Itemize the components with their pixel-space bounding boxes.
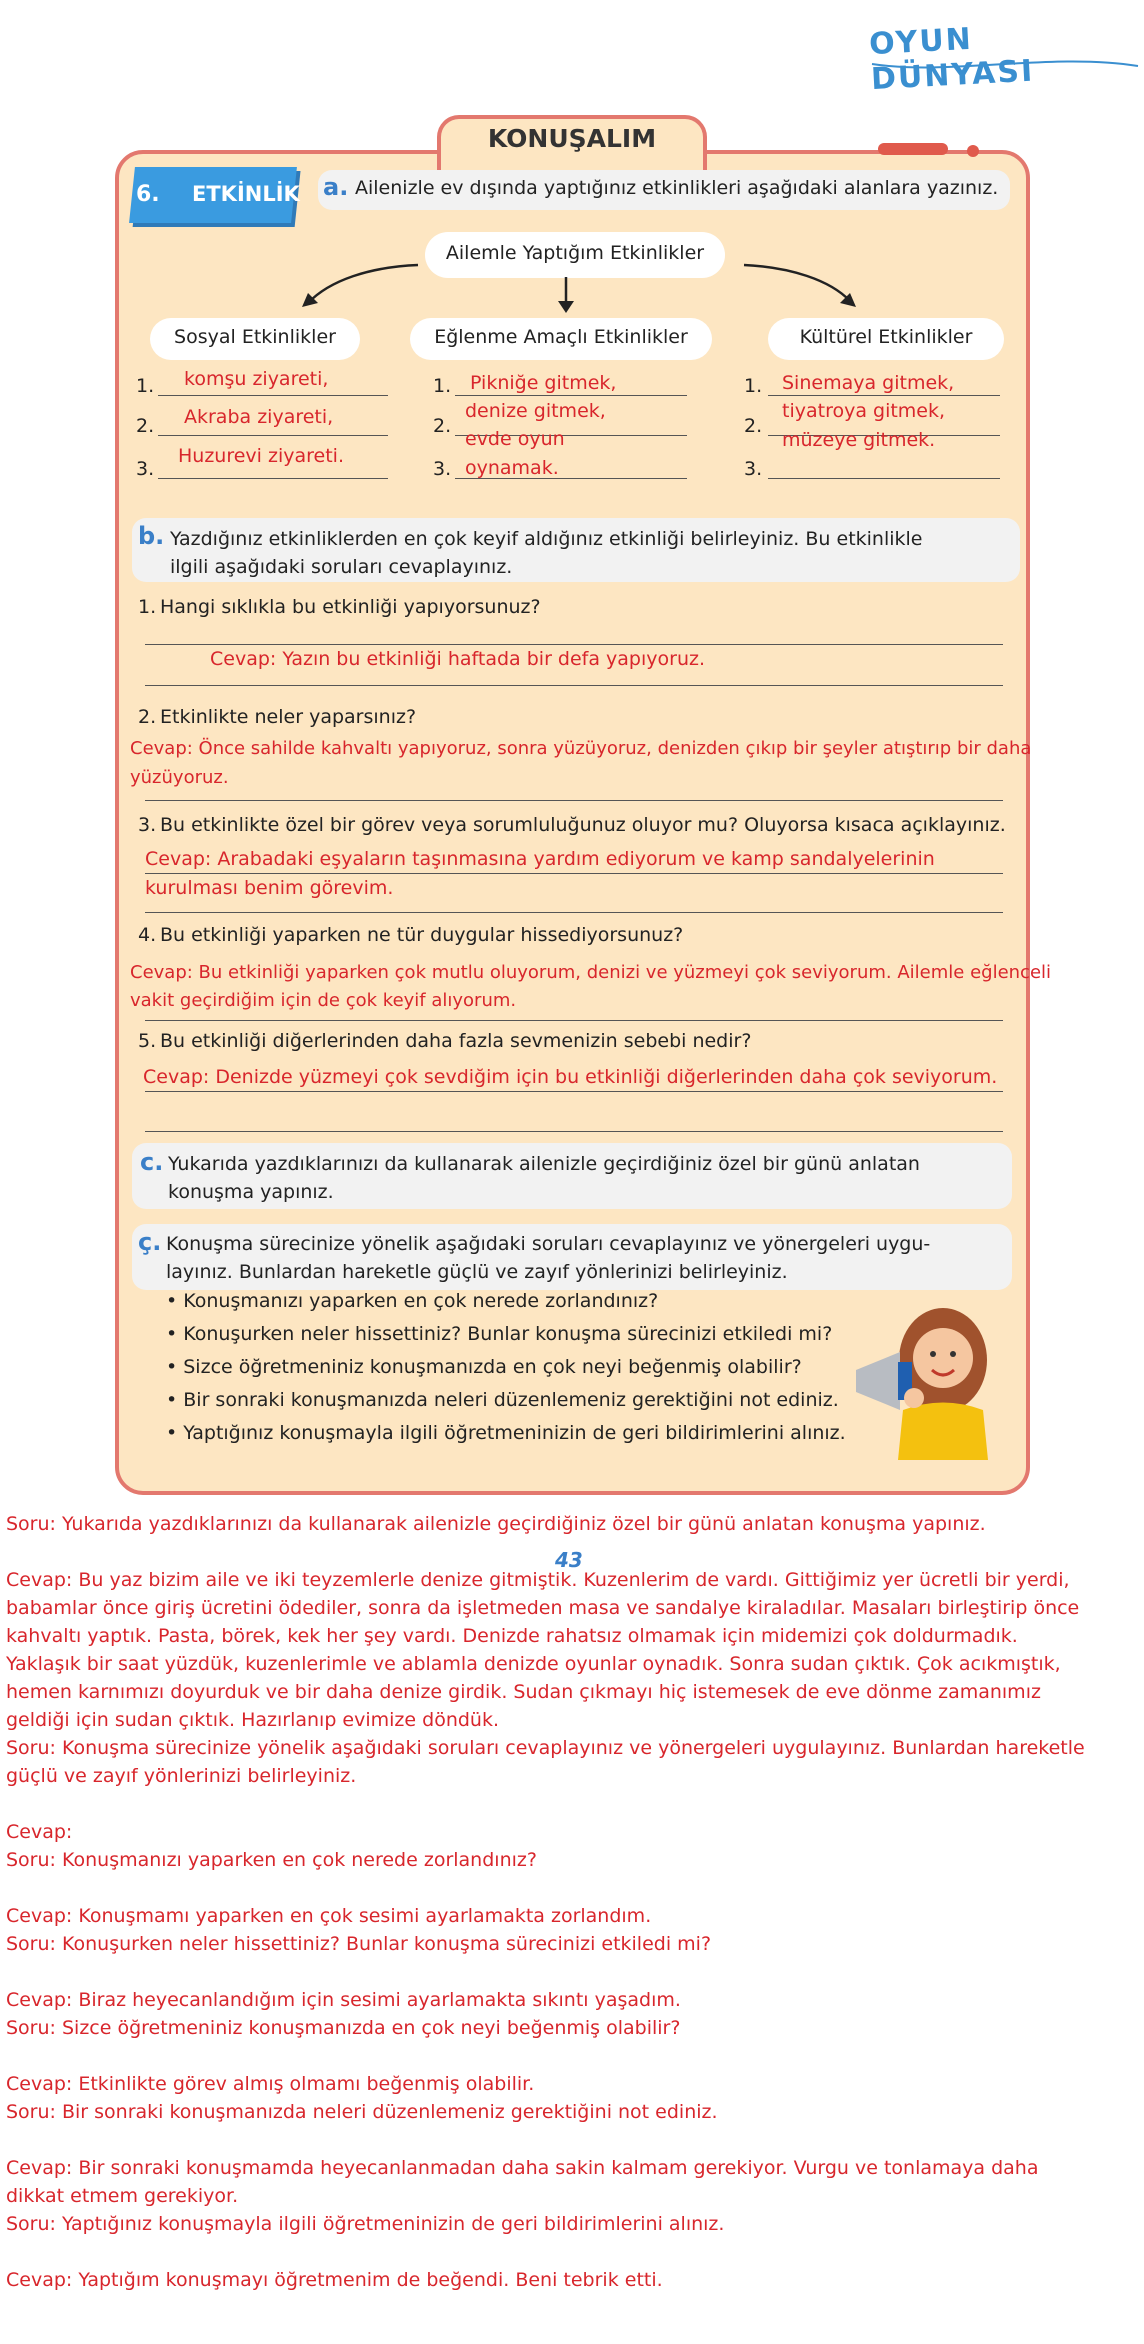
col1-answer-1: komşu ziyareti, xyxy=(184,368,329,390)
question-1-line-1 xyxy=(145,644,1003,645)
col3-answer-2: tiyatroya gitmek, xyxy=(782,400,946,422)
bullet-item-3: • Sizce öğretmeniniz konuşmanızda en çok neyi beğenmiş olabilir? xyxy=(166,1356,802,1378)
bullet-item-1: • Konuşmanızı yaparken en çok nerede zorlandınız? xyxy=(166,1290,659,1312)
question-1-answer: Cevap: Yazın bu etkinliği haftada bir defa yapıyoruz. xyxy=(210,648,706,670)
part-b-instruction-2: ilgili aşağıdaki soruları cevaplayınız. xyxy=(170,556,513,578)
col3-num-2: 2. xyxy=(744,415,763,437)
col1-answer-3: Huzurevi ziyareti. xyxy=(178,445,344,467)
bullet-text-1: Konuşmanızı yaparken en çok nerede zorlandınız? xyxy=(183,1290,659,1312)
bottom-line: Cevap: Konuşmamı yaparken en çok sesimi ayarlamakta zorlandım. xyxy=(6,1905,652,1927)
bottom-line: Soru: Bir sonraki konuşmanızda neleri düzenlemeniz gerektiğini not ediniz. xyxy=(6,2101,718,2123)
girl-megaphone-icon xyxy=(848,1300,998,1460)
question-1-line-2 xyxy=(145,685,1003,686)
bottom-answers xyxy=(6,1510,1136,2294)
question-3-number: 3. xyxy=(138,814,157,836)
question-1-number: 1. xyxy=(138,596,157,618)
question-4-text: Bu etkinliği yaparken ne tür duygular hissediyorsunuz? xyxy=(160,924,684,946)
col2-answer-1: Pikniğe gitmek, xyxy=(470,372,617,394)
bottom-line: Soru: Yukarıda yazdıklarınızı da kullanarak ailenizle geçirdiğiniz özel bir günü anlatan konuşma yapınız. xyxy=(6,1513,986,1535)
part-cc-letter: ç. xyxy=(138,1228,162,1256)
col2-answer-4: oynamak. xyxy=(465,457,559,479)
section-title: KONUŞALIM xyxy=(487,124,657,153)
bullet-item-5: • Yaptığınız konuşmayla ilgili öğretmeninizin de geri bildirimlerini alınız. xyxy=(166,1422,846,1444)
col2-answer-2: denize gitmek, xyxy=(465,400,606,422)
question-2-answer-1: Cevap: Önce sahilde kahvaltı yapıyoruz, sonra yüzüyoruz, denizden çıkıp bir şeyler atıştırıp bir daha xyxy=(130,738,1032,759)
bullet-text-2: Konuşurken neler hissettiniz? Bunlar konuşma sürecinizi etkiledi mi? xyxy=(183,1323,833,1345)
part-cc-line-2: layınız. Bunlardan hareketle güçlü ve zayıf yönlerinizi belirleyiniz. xyxy=(166,1261,788,1283)
bullet-item-2: • Konuşurken neler hissettiniz? Bunlar konuşma sürecinizi etkiledi mi? xyxy=(166,1323,833,1345)
bottom-line: dikkat etmem gerekiyor. xyxy=(6,2185,239,2207)
part-cc-line-1: Konuşma sürecinize yönelik aşağıdaki soruları cevaplayınız ve yönergeleri uygu- xyxy=(166,1233,931,1255)
question-3-line-1 xyxy=(145,873,1003,874)
bullet-text-3: Sizce öğretmeniniz konuşmanızda en çok neyi beğenmiş olabilir? xyxy=(183,1356,802,1378)
col1-line-3 xyxy=(158,478,388,479)
page-number: 43 xyxy=(555,1548,583,1572)
activity-number: 6. xyxy=(136,182,160,207)
col1-num-3: 3. xyxy=(136,458,155,480)
question-4-answer-2: vakit geçirdiğim için de çok keyif alıyorum. xyxy=(130,990,517,1011)
column-title-social: Sosyal Etkinlikler xyxy=(174,326,336,348)
col1-line-2 xyxy=(158,435,388,436)
question-4-number: 4. xyxy=(138,924,157,946)
question-5-line-2 xyxy=(145,1131,1003,1132)
part-b-letter: b. xyxy=(138,522,165,550)
col1-num-1: 1. xyxy=(136,375,155,397)
question-3-text: Bu etkinlikte özel bir görev veya sorumluluğunuz oluyor mu? Oluyorsa kısaca açıklayınız. xyxy=(160,814,1006,836)
pencil-dot-decoration xyxy=(967,145,979,157)
column-title-fun: Eğlenme Amaçlı Etkinlikler xyxy=(434,326,688,348)
col3-num-1: 1. xyxy=(744,375,763,397)
question-5-number: 5. xyxy=(138,1030,157,1052)
part-a-instruction: Ailenizle ev dışında yaptığınız etkinlikleri aşağıdaki alanlara yazınız. xyxy=(355,177,999,199)
bottom-line: Cevap: Bir sonraki konuşmamda heyecanlanmadan daha sakin kalmam gerekiyor. Vurgu ve tonlamaya daha xyxy=(6,2157,1039,2179)
col3-answer-1: Sinemaya gitmek, xyxy=(782,372,955,394)
col2-num-2: 2. xyxy=(433,415,452,437)
bottom-line: güçlü ve zayıf yönlerinizi belirleyiniz. xyxy=(6,1765,357,1787)
bullet-text-5: Yaptığınız konuşmayla ilgili öğretmeninizin de geri bildirimlerini alınız. xyxy=(183,1422,846,1444)
question-3-line-2 xyxy=(145,912,1003,913)
part-c-letter: c. xyxy=(140,1148,164,1176)
col1-num-2: 2. xyxy=(136,415,155,437)
col2-num-1: 1. xyxy=(433,375,452,397)
bottom-line xyxy=(6,2126,1136,2154)
bottom-line: geldiği için sudan çıktık. Hazırlanıp evimize döndük. xyxy=(6,1709,500,1731)
bottom-line xyxy=(6,1538,1136,1566)
question-3-answer-2: kurulması benim görevim. xyxy=(145,877,394,899)
col2-line-1 xyxy=(455,395,687,396)
col2-answer-3: evde oyun xyxy=(465,428,565,450)
bottom-line xyxy=(6,1790,1136,1818)
center-label: Ailemle Yaptığım Etkinlikler xyxy=(445,242,705,264)
question-2-text: Etkinlikte neler yaparsınız? xyxy=(160,706,417,728)
col3-num-3: 3. xyxy=(744,458,763,480)
bottom-line: Cevap: Biraz heyecanlandığım için sesimi ayarlamakta sıkıntı yaşadım. xyxy=(6,1989,681,2011)
bottom-line xyxy=(6,1874,1136,1902)
bottom-line: Soru: Konuşmanızı yaparken en çok nerede zorlandınız? xyxy=(6,1849,537,1871)
brand-title: OYUN DÜNYASI xyxy=(868,21,1036,98)
bottom-line: Soru: Sizce öğretmeniniz konuşmanızda en çok neyi beğenmiş olabilir? xyxy=(6,2017,681,2039)
pencil-decoration xyxy=(878,143,948,155)
bottom-line: Soru: Konuşma sürecinize yönelik aşağıdaki soruları cevaplayınız ve yönergeleri uygulayınız. Bunlardan hareketle xyxy=(6,1737,1085,1759)
bottom-line xyxy=(6,2042,1136,2070)
bottom-line: Soru: Konuşurken neler hissettiniz? Bunlar konuşma sürecinizi etkiledi mi? xyxy=(6,1933,712,1955)
part-c-line-1: Yukarıda yazdıklarınızı da kullanarak ailenizle geçirdiğiniz özel bir günü anlatan xyxy=(168,1153,920,1175)
bottom-line: Cevap: Etkinlikte görev almış olmamı beğenmiş olabilir. xyxy=(6,2073,535,2095)
bottom-line xyxy=(6,1958,1136,1986)
question-5-answer: Cevap: Denizde yüzmeyi çok sevdiğim için bu etkinliği diğerlerinden daha çok seviyorum. xyxy=(143,1066,998,1088)
question-5-line-1 xyxy=(145,1091,1003,1092)
question-4-line xyxy=(145,1020,1003,1021)
arrows-icon xyxy=(290,255,870,315)
question-2-number: 2. xyxy=(138,706,157,728)
activity-label: ETKİNLİK xyxy=(192,182,300,206)
bottom-line: Cevap: xyxy=(6,1821,73,1843)
question-1-text: Hangi sıklıkla bu etkinliği yapıyorsunuz? xyxy=(160,596,541,618)
column-title-cultural: Kültürel Etkinlikler xyxy=(799,326,973,348)
bullet-item-4: • Bir sonraki konuşmanızda neleri düzenlemeniz gerektiğini not ediniz. xyxy=(166,1389,839,1411)
col1-answer-2: Akraba ziyareti, xyxy=(184,406,334,428)
question-2-answer-2: yüzüyoruz. xyxy=(130,767,229,788)
col3-line-3 xyxy=(768,478,1000,479)
col3-answer-3: müzeye gitmek. xyxy=(782,429,936,451)
bottom-line: Cevap: Bu yaz bizim aile ve iki teyzemlerle denize gitmiştik. Kuzenlerim de vardı. Gittiğimiz yer ücretli bir yerdi, xyxy=(6,1569,1070,1591)
col1-line-1 xyxy=(158,395,388,396)
brand-swoosh xyxy=(870,52,1140,76)
question-5-text: Bu etkinliği diğerlerinden daha fazla sevmenizin sebebi nedir? xyxy=(160,1030,752,1052)
part-b-instruction-1: Yazdığınız etkinliklerden en çok keyif aldığınız etkinliği belirleyiniz. Bu etkinlikle xyxy=(170,528,923,550)
col2-num-3: 3. xyxy=(433,458,452,480)
question-4-answer-1: Cevap: Bu etkinliği yaparken çok mutlu oluyorum, denizi ve yüzmeyi çok seviyorum. Ailemle eğlenceli xyxy=(130,962,1052,983)
bottom-line: Soru: Yaptığınız konuşmayla ilgili öğretmeninizin de geri bildirimlerini alınız. xyxy=(6,2213,725,2235)
bottom-line: Cevap: Yaptığım konuşmayı öğretmenim de beğendi. Beni tebrik etti. xyxy=(6,2269,663,2291)
part-a-letter: a. xyxy=(323,173,349,201)
bottom-line xyxy=(6,2238,1136,2266)
bottom-line: babamlar önce giriş ücretini ödediler, sonra da işletmeden masa ve sandalye kiraladılar. Masaları birleştirip önce xyxy=(6,1597,1080,1619)
question-3-answer-1: Cevap: Arabadaki eşyaların taşınmasına yardım ediyorum ve kamp sandalyelerinin xyxy=(145,848,935,870)
bullet-text-4: Bir sonraki konuşmanızda neleri düzenlemeniz gerektiğini not ediniz. xyxy=(183,1389,839,1411)
part-c-line-2: konuşma yapınız. xyxy=(168,1181,334,1203)
question-2-line xyxy=(145,800,1003,801)
bottom-line: Yaklaşık bir saat yüzdük, kuzenlerimle ve ablamla denizde oyunlar oynadık. Sonra sudan çıktık. Çok acıkmıştık, xyxy=(6,1653,1061,1675)
col3-line-1 xyxy=(768,395,1000,396)
bottom-line: kahvaltı yaptık. Pasta, börek, kek her şey vardı. Denizde rahatsız olmamak için midemizi çok doldurmadık. xyxy=(6,1625,1018,1647)
bottom-line: hemen karnımızı doyurduk ve bir daha denize girdik. Sudan çıkmayı hiç istemesek de eve dönme zamanımız xyxy=(6,1681,1041,1703)
